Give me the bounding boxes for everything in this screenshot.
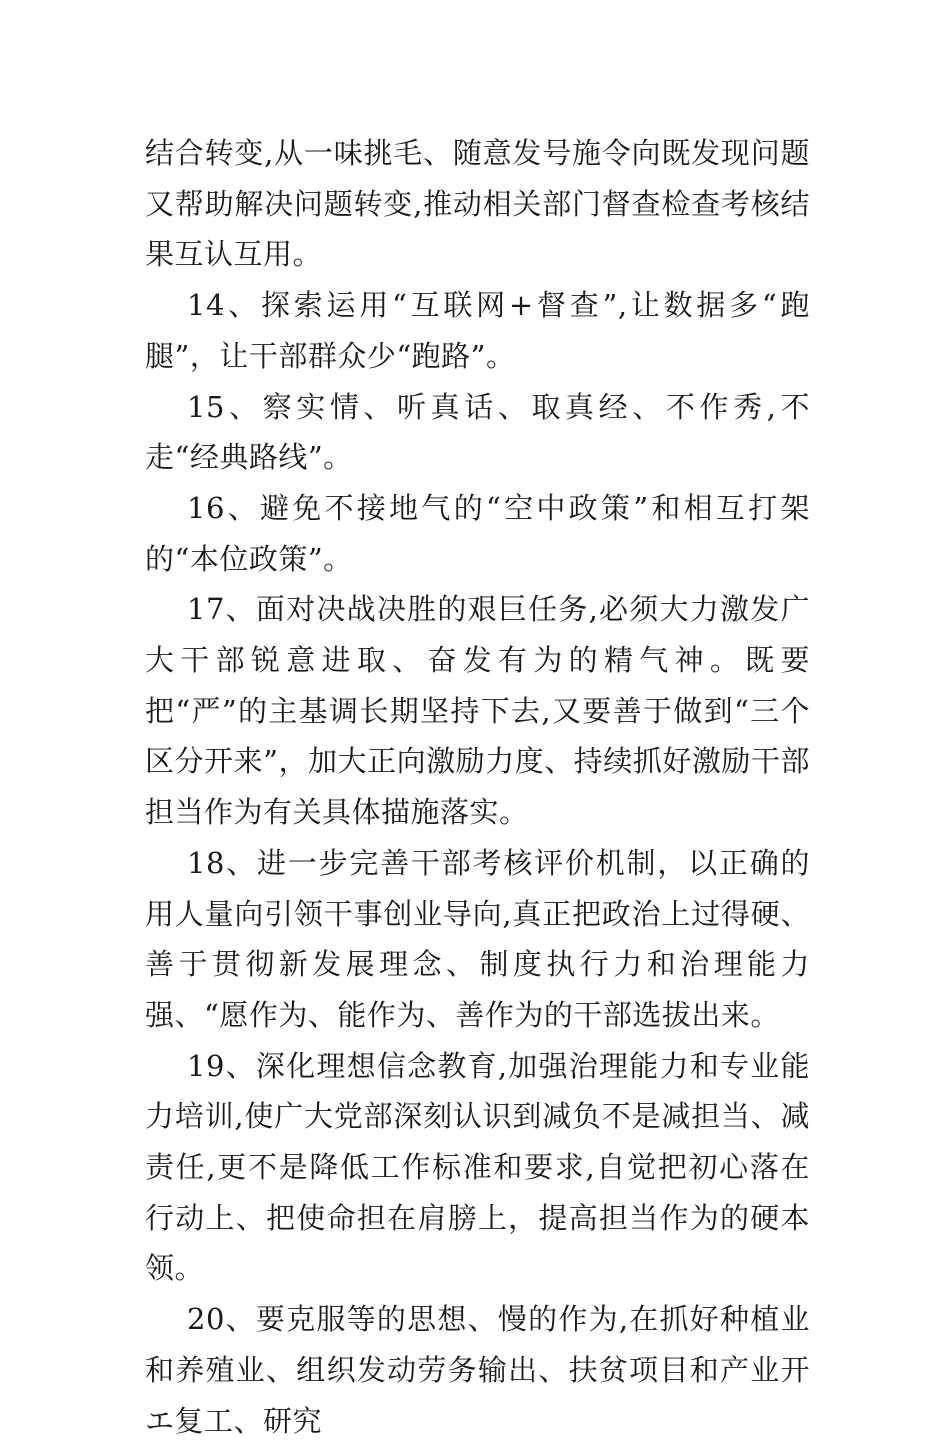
paragraph-item-19: 19、深化理想信念教育,加强治理能力和专业能力培训,使广大党部深刻认识到减负不是减担当、减责任,更不是降低工作标准和要求,自觉把初心落在行动上、把使命担在肩膀上，提高担当作为的硬本领。 [145,1048,810,1286]
paragraph-item-18: 18、进一步完善干部考核评价机制，以正确的用人量向引领干事创业导向,真正把政治上过得硬、善于贯彻新发展理念、制度执行力和治理能力强、“愿作为、能作为、善作为的干部选拔出来。 [145,845,810,1032]
paragraph-continuation: 结合转变,从一味挑毛、随意发号施令向既发现问题又帮助解决问题转变,推动相关部门督查检查考核结果互认互用。 [145,136,810,272]
paragraph-item-17: 17、面对决战决胜的艰巨任务,必须大力激发广大干部锐意进取、奋发有为的精气神。既要把“严”的主基调长期坚持下去,又要善于做到“三个区分开来”，加大正向激励力度、持续抓好激励干部担当作为有关具体描施落实。 [145,592,810,830]
document-body [145,128,810,1446]
paragraph-item-16: 16、避免不接地气的“空中政策”和相互打架的“本位政策”。 [145,490,810,576]
paragraph-item-15: 15、察实情、听真话、取真经、不作秀,不走“经典路线”。 [145,389,810,475]
paragraph-item-14: 14、探索运用“互联网+督查”,让数据多“跑腿”，让干部群众少“跑路”。 [145,288,810,373]
paragraph-item-20: 20、要克服等的思想、慢的作为,在抓好种植业和养殖业、组织发动劳务输出、扶贫项目和产业开エ复工、研究 [145,1302,810,1438]
